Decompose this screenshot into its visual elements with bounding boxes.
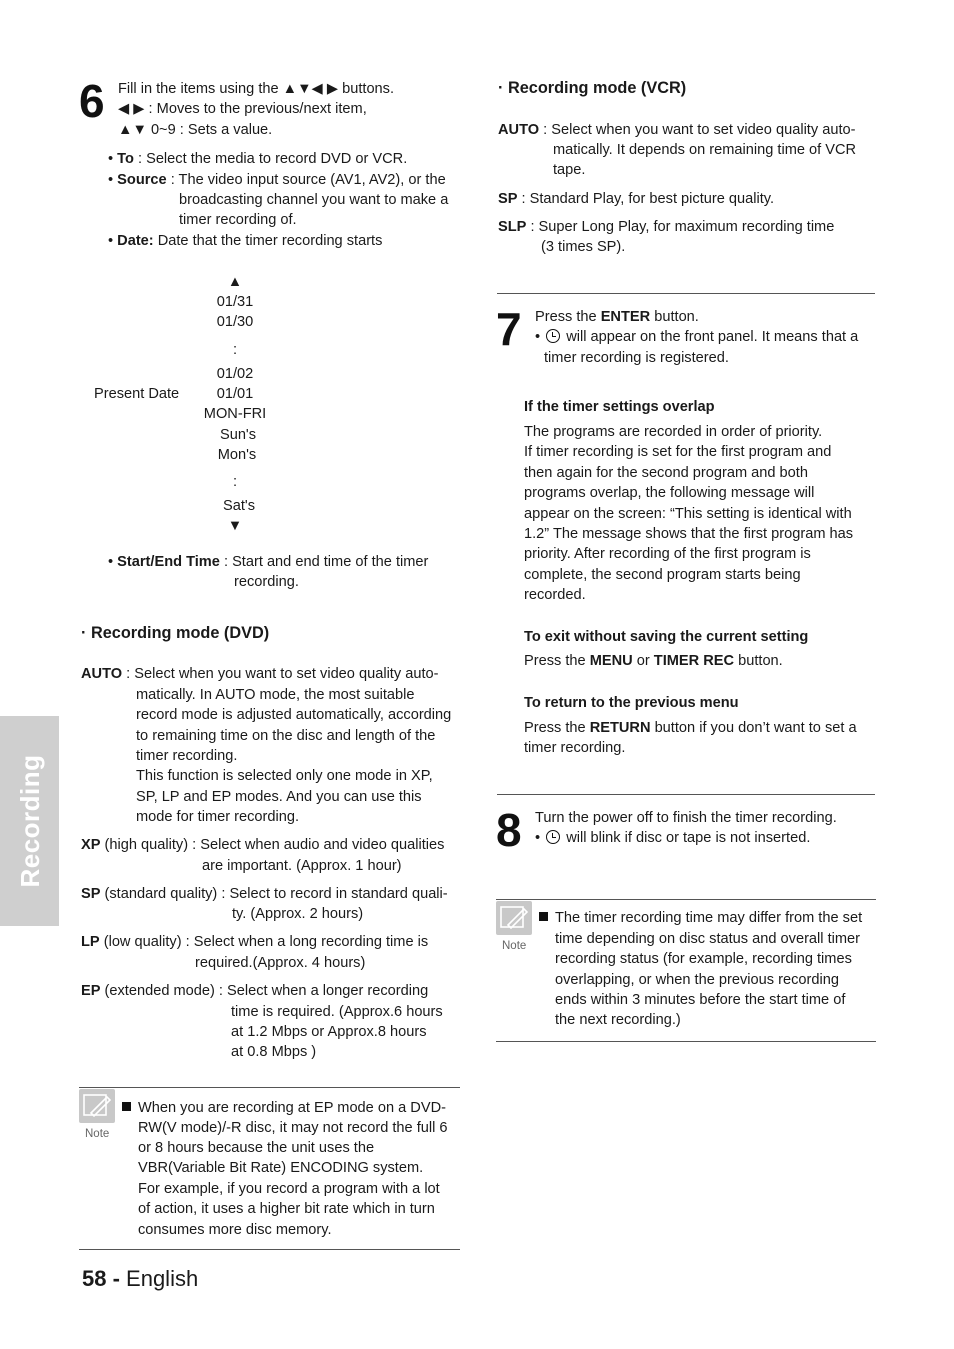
step6-line3: ▲▼ 0~9 : Sets a value. — [118, 122, 273, 138]
date-item: MON-FRI — [203, 406, 267, 422]
divider — [497, 293, 875, 294]
dvd-sp-line: SP (standard quality) : Select to record in standard quali- — [81, 886, 448, 902]
note-right-line: the next recording.) — [555, 1012, 681, 1028]
bullet-source-cont1: broadcasting channel you want to make a — [179, 192, 449, 208]
note-left-line: of action, it uses a higher bit rate which in turn — [138, 1201, 435, 1217]
dvd-mode-heading: · Recording mode (DVD) — [81, 624, 270, 642]
step-number-8: 8 — [496, 804, 522, 856]
dvd-auto-cont: to remaining time on the disc and length of the — [136, 728, 436, 744]
note-label: Note — [85, 1128, 110, 1140]
note-left-line: or 8 hours because the unit uses the — [138, 1140, 375, 1156]
side-tab — [0, 716, 59, 926]
dvd-sp-cont: ty. (Approx. 2 hours) — [232, 906, 364, 922]
note-right-line1: The timer recording time may differ from the set — [539, 908, 862, 929]
overlap-line: then again for the second program and both — [524, 465, 808, 481]
date-item: : — [232, 474, 238, 490]
exit-line: Press the MENU or TIMER REC button. — [524, 653, 783, 669]
dvd-ep-cont: at 1.2 Mbps or Approx.8 hours — [231, 1024, 427, 1040]
vcr-mode-heading: · Recording mode (VCR) — [498, 79, 687, 97]
date-item: Sat's — [223, 498, 255, 514]
timer-clock-icon — [546, 830, 560, 844]
divider — [79, 1087, 460, 1088]
note-icon — [79, 1089, 115, 1123]
overlap-heading: If the timer settings overlap — [524, 399, 715, 415]
date-item: 01/02 — [216, 366, 254, 382]
side-tab-label: Recording — [14, 754, 45, 888]
note-right-line: overlapping, or when the previous recording — [555, 972, 839, 988]
vcr-auto-line: AUTO : Select when you want to set video quality auto- — [498, 122, 856, 138]
note-left-line: RW(V mode)/-R disc, it may not record the full 6 — [138, 1120, 448, 1136]
dvd-xp-cont: are important. (Approx. 1 hour) — [202, 858, 402, 874]
step7-bullet: • will appear on the front panel. It means that a — [535, 329, 859, 345]
date-item: 01/30 — [216, 314, 254, 330]
divider — [497, 794, 875, 795]
dvd-auto-cont: This function is selected only one mode in XP, — [136, 768, 433, 784]
note-icon — [496, 901, 532, 935]
bullet-square-icon — [122, 1102, 131, 1111]
vcr-slp-cont: (3 times SP). — [541, 239, 626, 255]
dvd-lp-line: LP (low quality) : Select when a long recording time is — [81, 934, 429, 950]
step6-line2: ◀ ▶ : Moves to the previous/next item, — [118, 101, 367, 117]
dvd-lp-cont: required.(Approx. 4 hours) — [195, 955, 366, 971]
note-right-line: time depending on disc status and overall timer — [555, 931, 861, 947]
present-date-label: Present Date — [94, 386, 180, 402]
overlap-line: recorded. — [524, 587, 586, 603]
return-line-cont: timer recording. — [524, 740, 626, 756]
date-item: 01/01 — [216, 386, 254, 402]
date-item: Sun's — [219, 427, 257, 443]
divider — [496, 1041, 876, 1042]
date-item: Mon's — [217, 447, 257, 463]
step7-bullet-cont: timer recording is registered. — [544, 350, 729, 366]
dvd-auto-cont: SP, LP and EP modes. And you can use this — [136, 789, 422, 805]
note-label: Note — [502, 940, 527, 952]
step7-line1: Press the ENTER button. — [535, 309, 699, 325]
bullet-start-end: • Start/End Time : Start and end time of the timer — [108, 554, 429, 570]
dvd-ep-cont: time is required. (Approx.6 hours — [231, 1004, 443, 1020]
date-down-arrow: ▼ — [227, 518, 243, 534]
bullet-to: • To : Select the media to record DVD or VCR. — [108, 151, 408, 167]
dvd-auto-line: AUTO : Select when you want to set video quality auto- — [81, 666, 439, 682]
return-heading: To return to the previous menu — [524, 695, 739, 711]
vcr-sp-line: SP : Standard Play, for best picture quality. — [498, 191, 775, 207]
bullet-square-icon — [539, 912, 548, 921]
overlap-line: priority. After recording of the first program is — [524, 546, 811, 562]
step8-line1: Turn the power off to finish the timer recording. — [535, 810, 837, 826]
overlap-line: complete, the second program starts being — [524, 567, 801, 583]
bullet-date: • Date: Date that the timer recording starts — [108, 233, 383, 249]
date-up-arrow: ▲ — [227, 274, 243, 290]
step8-bullet: • will blink if disc or tape is not inserted. — [535, 830, 811, 846]
overlap-line: appear on the screen: “This setting is identical with — [524, 506, 852, 522]
note-right-line: ends within 3 minutes before the start time of — [555, 992, 846, 1008]
note-left-line: For example, if you record a program with a lot — [138, 1181, 440, 1197]
note-left-line: consumes more disc memory. — [138, 1222, 332, 1238]
dvd-auto-cont: record mode is adjusted automatically, according — [136, 707, 452, 723]
return-line: Press the RETURN button if you don’t want to set a — [524, 720, 857, 736]
dvd-xp-line: XP (high quality) : Select when audio and video qualities — [81, 837, 445, 853]
divider — [496, 899, 876, 900]
bullet-source: • Source : The video input source (AV1, AV2), or the — [108, 172, 446, 188]
date-item: 01/31 — [216, 294, 254, 310]
timer-clock-icon — [546, 329, 560, 343]
exit-heading: To exit without saving the current setting — [524, 629, 809, 645]
step-number-7: 7 — [496, 303, 522, 355]
vcr-slp-line: SLP : Super Long Play, for maximum recording time — [498, 219, 835, 235]
note-left-line1: When you are recording at EP mode on a DVD- — [122, 1098, 446, 1119]
note-left-line: VBR(Variable Bit Rate) ENCODING system. — [138, 1160, 424, 1176]
divider — [79, 1249, 460, 1250]
dvd-auto-cont: matically. In AUTO mode, the most suitable — [136, 687, 415, 703]
dvd-auto-cont: mode for timer recording. — [136, 809, 300, 825]
step-number-6: 6 — [79, 75, 105, 127]
overlap-line: programs overlap, the following message will — [524, 485, 815, 501]
bullet-start-end-cont: recording. — [234, 574, 299, 590]
dvd-ep-line: EP (extended mode) : Select when a longer recording — [81, 983, 429, 999]
note-right-line: recording status (for example, recording times — [555, 951, 852, 967]
dvd-auto-cont: timer recording. — [136, 748, 238, 764]
dvd-ep-cont: at 0.8 Mbps ) — [231, 1044, 317, 1060]
date-item: : — [232, 342, 238, 358]
overlap-line: If timer recording is set for the first program and — [524, 444, 832, 460]
page-footer: 58 - English — [82, 1266, 199, 1291]
overlap-line: The programs are recorded in order of priority. — [524, 424, 823, 440]
bullet-source-cont2: timer recording of. — [179, 212, 297, 228]
step6-line1: Fill in the items using the ▲▼◀ ▶ buttons. — [118, 81, 395, 97]
vcr-auto-cont: tape. — [553, 162, 586, 178]
overlap-line: 1.2” The message shows that the first program has — [524, 526, 854, 542]
vcr-auto-cont: matically. It depends on remaining time of VCR — [553, 142, 857, 158]
